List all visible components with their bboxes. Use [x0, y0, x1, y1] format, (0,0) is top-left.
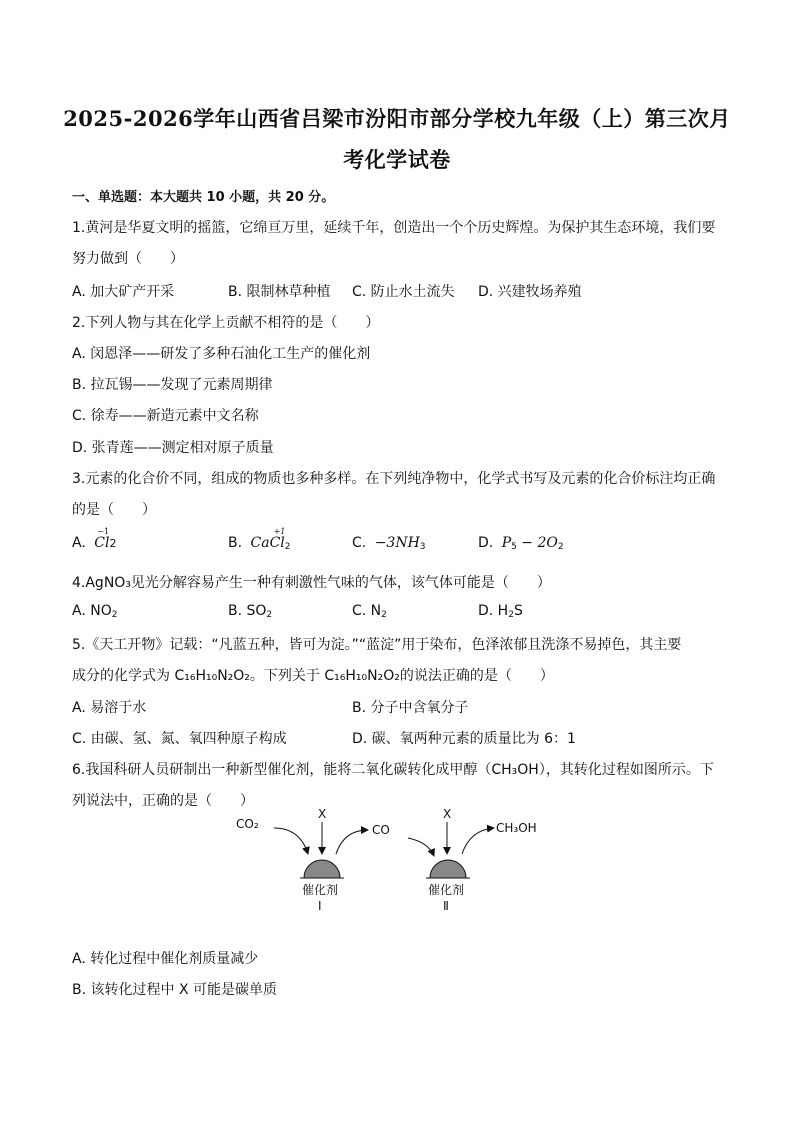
q3-stem-line2: 的是（ ） [72, 502, 156, 518]
q4-d-text: D. H [478, 603, 509, 619]
q4-c-text: C. N [352, 603, 382, 619]
q6-stem-line1: 6.我国科研人员研制出一种新型催化剂，能将二氧化碳转化成甲醇（CH₃OH），其转化过程如图所示。下 [72, 762, 714, 778]
q3-option-a [72, 527, 117, 551]
arrow-ch3oh-out [462, 828, 494, 854]
catalyst-1-dome [304, 860, 340, 878]
q2-option-d: D. 张青莲——测定相对原子质量 [72, 440, 274, 456]
exam-title-line2: 考化学试卷 [343, 147, 451, 172]
q2-option-b: B. 拉瓦锡——发现了元素周期律 [72, 377, 273, 393]
catalyst-1-label: 催化剂 [302, 883, 339, 897]
q4-d-tail: S [513, 603, 523, 619]
q5-option-c: C. 由碳、氢、氮、氧四种原子构成 [72, 731, 287, 747]
catalyst-1-number: I [318, 899, 322, 913]
q4-b-sub: 2 [266, 610, 273, 620]
arrow-co-in [408, 838, 434, 856]
q3-option-b-label: B. [228, 535, 243, 551]
q5-option-a: A. 易溶于水 [72, 700, 147, 716]
catalyst-2-number: Ⅱ [443, 899, 449, 913]
q3-b-cl [269, 527, 286, 551]
q3-option-d [478, 535, 564, 552]
q4-option-b [228, 603, 272, 620]
q3-a-formula: Cl [94, 535, 110, 551]
q3-a-sub: 2 [109, 537, 117, 550]
q4-a-sub: 2 [111, 610, 118, 620]
section-heading: 一、单选题：本大题共 10 小题，共 20 分。 [72, 190, 335, 205]
q6-option-a: A. 转化过程中催化剂质量减少 [72, 951, 259, 967]
q3-d-sub1: 5 [511, 542, 517, 552]
q3-d-sub2: 2 [557, 542, 564, 552]
q3-b-ca: Ca [250, 535, 270, 551]
label-ch3oh: CH₃OH [496, 821, 537, 835]
q3-b-valence: +1 [273, 527, 286, 536]
q4-option-a [72, 603, 117, 620]
q1-option-a: A. 加大矿产开采 [72, 284, 175, 300]
q4-b-text: B. SO [228, 603, 267, 619]
q4-c-sub: 2 [381, 610, 387, 620]
q3-option-b [228, 527, 291, 552]
q4-a-text: A. NO [72, 603, 112, 619]
q1-stem-line1: 1.黄河是华夏文明的摇篮，它绵亘万里，延续千年，创造出一个个历史辉煌。为保护其生态环境，我们要 [72, 220, 716, 236]
arrow-co-out [336, 830, 368, 854]
label-co: CO [372, 823, 390, 837]
q3-d-p: P [501, 535, 512, 551]
q3-b-sub: 2 [284, 542, 291, 552]
arrow-co2-in [274, 828, 308, 854]
q4-option-c [352, 603, 387, 620]
q2-option-a: A. 闵恩泽——研发了多种石油化工生产的催化剂 [72, 346, 371, 362]
q1-option-c: C. 防止水土流失 [352, 284, 455, 300]
q6-stem-line2: 列说法中，正确的是（ ） [72, 793, 254, 809]
q5-stem-line2: 成分的化学式为 C₁₆H₁₀N₂O₂。下列关于 C₁₆H₁₀N₂O₂的说法正确的是（ ） [72, 668, 554, 684]
q2-option-c: C. 徐寿——新造元素中文名称 [72, 408, 259, 424]
q1-option-b: B. 限制林草种植 [228, 284, 331, 300]
q2-stem: 2.下列人物与其在化学上贡献不相符的是（ ） [72, 315, 380, 331]
catalyst-conversion-diagram [236, 807, 560, 920]
q3-c-sub: 3 [419, 542, 426, 552]
q4-stem: 4.AgNO₃见光分解容易产生一种有刺激性气味的气体，该气体可能是（ ） [72, 575, 551, 591]
catalyst-2-label: 催化剂 [428, 883, 465, 897]
q3-option-a-label: A. [72, 535, 86, 551]
q3-c-formula: −3NH [374, 535, 420, 551]
q5-stem-line1: 5.《天工开物》记载：“凡蓝五种，皆可为淀。”“蓝淀”用于染布，色泽浓郁且洗涤不易掉色，其主要 [72, 637, 682, 653]
q3-b-cl-text: Cl [269, 535, 285, 551]
q3-option-d-label: D. [478, 535, 494, 551]
q4-option-d [478, 603, 523, 620]
q5-option-d: D. 碳、氧两种元素的质量比为 6：1 [352, 731, 576, 747]
q1-option-d: D. 兴建牧场养殖 [478, 284, 582, 300]
q4-d-sub: 2 [508, 610, 514, 620]
q6-option-b: B. 该转化过程中 X 可能是碳单质 [72, 982, 277, 998]
q1-stem-line2: 努力做到（ ） [72, 251, 184, 267]
q3-stem-line1: 3.元素的化合价不同，组成的物质也多种多样。在下列纯净物中，化学式书写及元素的化合价标注均正确 [72, 471, 716, 487]
q3-option-c [352, 535, 426, 552]
label-co2: CO₂ [236, 817, 259, 831]
q3-d-rest: − 2O [516, 535, 558, 551]
label-x-1: X [318, 807, 327, 821]
catalyst-2-dome [430, 860, 466, 878]
label-x-2: X [443, 807, 452, 821]
q3-a-valence: −1 [97, 527, 110, 536]
exam-title-line1: 2025-2026学年山西省吕梁市汾阳市部分学校九年级（上）第三次月 [63, 106, 731, 131]
q5-option-b: B. 分子中含氧分子 [352, 700, 469, 716]
q3-option-c-label: C. [352, 535, 367, 551]
